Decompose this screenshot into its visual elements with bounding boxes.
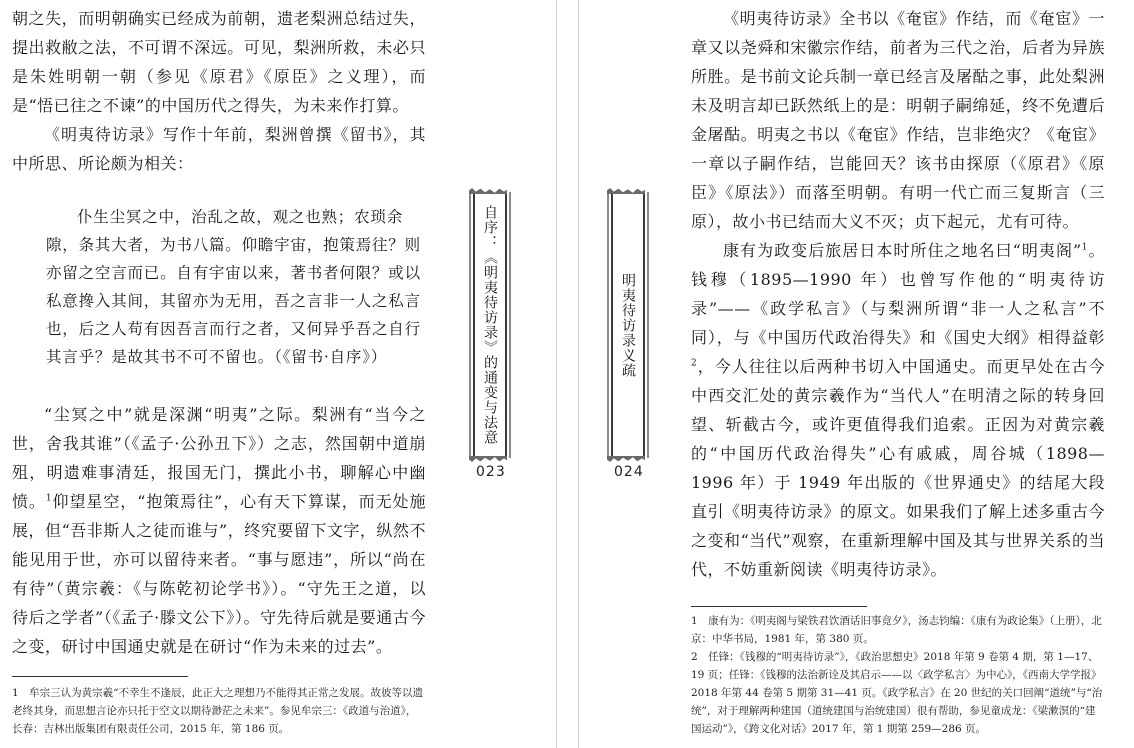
right-footnote-2: 2 任锋：《钱穆的“明夷待访录”》，《政治思想史》2018 年第 9 卷第 4 期，第 1—17、19 页；任锋：《钱穆的法治新诠及其启示——以〈政学私言〉为中心》，《西南大学学报》2018 年第 44 卷第 5 期第 31—41 页。《政学私言》在 20 世纪的关口回阐“道统”与“治统”，对于理解两种建国（道统建国与治统建国）很有帮助，参见童成龙：《梁漱溟的“建国运动”》，《跨文化对话》2017 年，第 1 期第 259—286 页。 — [691, 651, 1103, 735]
left-footnotes — [12, 684, 426, 738]
left-quote: 仆生尘冥之中，治乱之故，观之也熟；农琐余隙，条其大者，为书八篇。仰瞻宇宙，抱策焉往？则亦留之空言而已。自有宇宙以来，著书者何限？或以私意搀入其间，其留亦为无用，吾之言非一人之私言也，后之人苟有因吾言而行之者，又何异乎吾之自行其言乎？是故其书不可不留也。（《留书·自序》） — [46, 208, 421, 366]
left-footnote-rule — [12, 676, 188, 677]
left-paragraph-3-part-b: 仰望星空，“抱策焉往”，心有天下算谋，而无处施展，但“吾非斯人之徒而谁与”，终究要留下文字，纵然不能见用于世，亦可以留待来者。“事与愿违”，所以“尚在有待”（黄宗羲：《与陈乾初论学书》）。“守先王之道，以待后之学者”（《孟子·滕文公下》）。守先待后就是要通古今之变，研讨中国通史就是在研讨“作为未来的过去”。 — [12, 492, 426, 656]
left-paragraph-3 — [12, 400, 426, 661]
left-running-title: 自序：《明夷待访录》的通变与法意 — [473, 192, 507, 458]
right-paragraph-1: 《明夷待访录》全书以《奄宦》作结，而《奄宦》一章又以尧舜和宋徽宗作结，前者为三代之治，后者为异族所胜。是书前文论兵制一章已经言及屠酤之事，此处梨洲未及明言却已跃然纸上的是：明朝子嗣绵延，终不免遭后金屠酤。明夷之书以《奄宦》作结，岂非绝灾？《奄宦》一章以子嗣作结，岂能回天？该书由探原（《原君》《原臣》《原法》）而落至明朝。有明一代亡而三复斯言（三原），故小书已结而大义不灭；贞下起元，尤有可待。 — [691, 9, 1105, 231]
left-page-number: 023 — [476, 464, 506, 480]
right-page-number: 024 — [614, 464, 644, 480]
right-running-title: 明夷待访录义疏 — [611, 192, 645, 458]
right-body — [691, 4, 1105, 584]
left-body-bottom — [12, 400, 426, 661]
footnote-ref-2: 2 — [691, 358, 698, 369]
right-footnotes — [691, 612, 1105, 738]
gutter-line-left — [556, 0, 557, 748]
left-body-top — [12, 4, 426, 178]
left-paragraph-1: 朝之失，而明朝确实已经成为前朝，遗老梨洲总结过失，提出救敝之法，不可谓不深远。可见，梨洲所救，未必只是朱姓明朝一朝（参见《原君》《原臣》之义理），而是“悟已往之不谏”的中国历代之得失，为未来作打算。 — [12, 9, 426, 115]
right-page — [567, 0, 1134, 748]
left-footnote-1: 1 牟宗三认为黄宗羲“不幸生不逢辰，此正大之理想乃不能得其正常之发展。故彼等以遗老终其身，而思想言论亦只托于空文以期待渺茫之未来”。参见牟宗三：《政道与治道》，长春：吉林出版集团有限责任公司，2015 年，第 186 页。 — [12, 687, 424, 735]
right-paragraph-2-part-a: 康有为政变后旅居日本时所住之地名曰“明夷阁” — [723, 241, 1082, 260]
left-quote-block — [46, 203, 426, 371]
right-footnote-1: 1 康有为：《明夷阁与梁铁君饮酒话旧事竟夕》，汤志钧编：《康有为政论集》（上册），北京：中华书局，1981 年，第 380 页。 — [691, 615, 1102, 645]
left-paragraph-3-part-a: “尘冥之中”就是深渊“明夷”之际。梨洲有“当今之世，舍我其谁”（《孟子·公孙丑下》）之志，然国朝中道崩殂，明遗难事清廷，报国无门，撰此小书，聊解心中幽愤。 — [12, 405, 426, 511]
right-paragraph-2-part-c: ，今人往往以后两种书切入中国通史。而更早处在古今中西交汇处的黄宗羲作为“当代人”在明清之际的转身回望、斩截古今，或许更值得我们追索。正因为对黄宗羲的“中国历代政治得失”心有戚戚，周谷城（1898—1996 年）于 1949 年出版的《世界通史》的结尾大段直引《明夷待访录》的原文。如果我们了解上述多重古今之变和“当代”观察，在重新理解中国及其与世界关系的当代，不妨重新阅读《明夷待访录》。 — [691, 357, 1105, 579]
right-paragraph-2-part-b: 。钱穆（1895—1990 年）也曾写作他的“明夷待访录”——《政学私言》（与梨洲所谓“非一人之私言”不同），与《中国历代政治得失》和《国史大纲》相得益彰 — [691, 241, 1105, 347]
right-paragraph-2 — [691, 236, 1105, 584]
right-footnote-rule — [691, 606, 867, 607]
left-paragraph-2: 《明夷待访录》写作十年前，梨洲曾撰《留书》，其中所思、所论颇为相关： — [12, 125, 426, 173]
footnote-ref-1: 1 — [1081, 242, 1088, 253]
footnote-ref-1: 1 — [45, 493, 53, 504]
